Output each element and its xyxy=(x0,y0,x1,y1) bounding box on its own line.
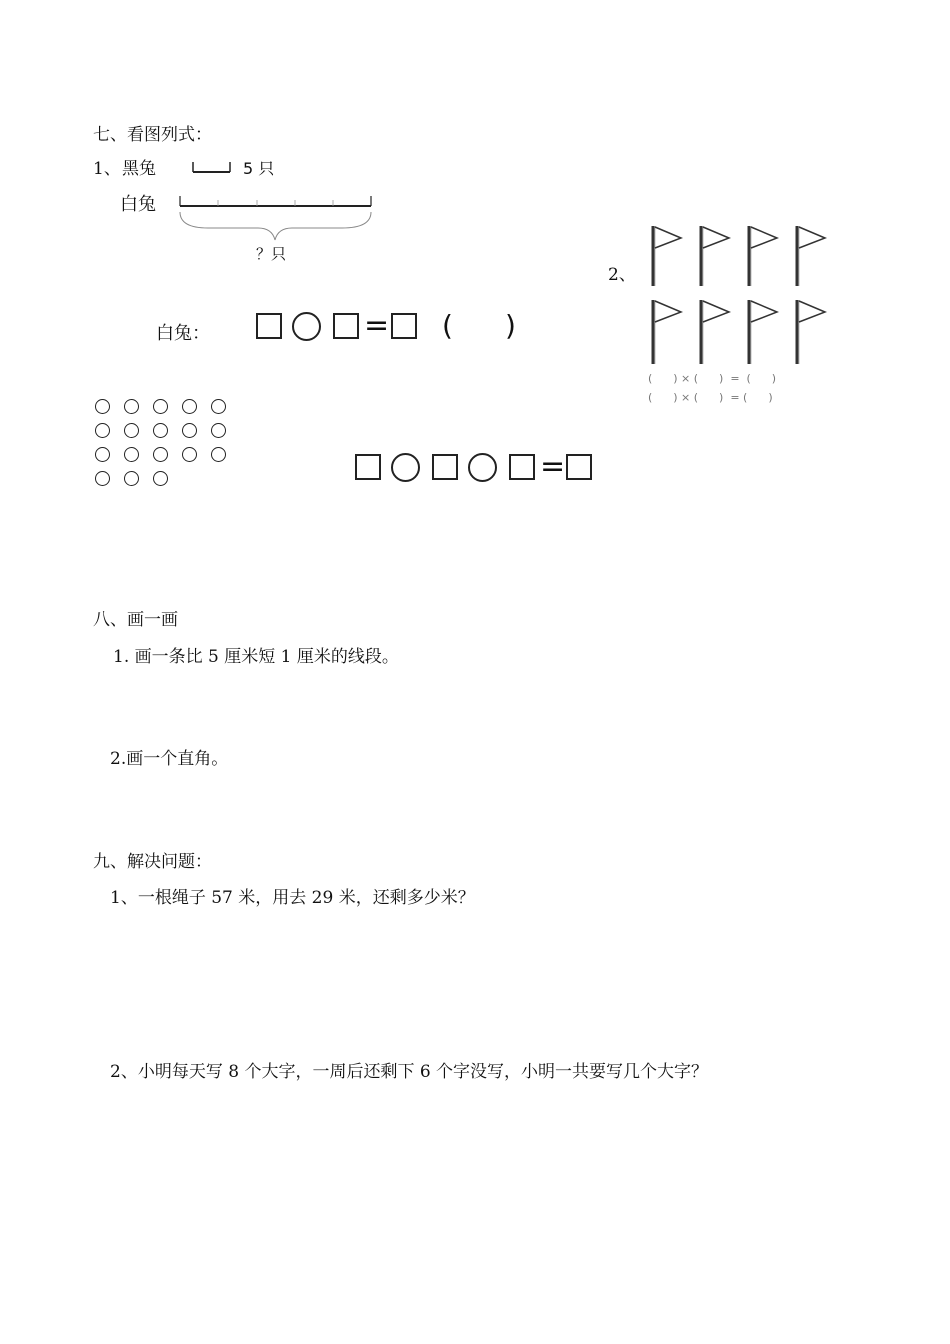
close-paren: ) xyxy=(505,309,516,342)
dot xyxy=(211,399,226,414)
black-rabbit-bar xyxy=(192,162,232,174)
dot xyxy=(182,423,197,438)
equals-sign: = xyxy=(364,308,390,343)
dot xyxy=(124,399,139,414)
dot xyxy=(124,423,139,438)
flag-icon xyxy=(749,226,777,286)
flag-icon xyxy=(653,300,681,364)
answer-box[interactable] xyxy=(256,313,282,339)
dot xyxy=(95,423,110,438)
dot xyxy=(124,447,139,462)
q2-number: 2、 xyxy=(608,265,636,285)
flag-icon xyxy=(797,226,825,286)
flag-icon xyxy=(701,300,729,364)
dot xyxy=(211,423,226,438)
dot xyxy=(182,399,197,414)
section-8-heading: 八、画一画 xyxy=(93,610,178,630)
section-9-heading: 九、解决问题： xyxy=(93,852,212,872)
dot xyxy=(153,399,168,414)
operator-circle[interactable] xyxy=(468,453,497,482)
dot xyxy=(182,447,197,462)
dot xyxy=(95,471,110,486)
equals-sign: = xyxy=(540,449,566,484)
answer-box[interactable] xyxy=(432,454,458,480)
open-paren: ( xyxy=(442,309,453,342)
flag-icon xyxy=(797,300,825,364)
flag-icon xyxy=(653,226,681,286)
black-rabbit-count: 5 只 xyxy=(243,159,275,178)
dot xyxy=(95,399,110,414)
white-rabbit-label: 白兔 xyxy=(120,194,156,215)
section-8-item-2: 2.画一个直角。 xyxy=(110,749,229,769)
dot xyxy=(153,471,168,486)
dot xyxy=(211,447,226,462)
operator-circle[interactable] xyxy=(391,453,420,482)
operator-circle[interactable] xyxy=(292,312,321,341)
total-question-label: ？只 xyxy=(256,245,287,263)
answer-box[interactable] xyxy=(333,313,359,339)
dot xyxy=(124,471,139,486)
section-9-item-1: 1、一根绳子 57 米，用去 29 米，还剩多少米？ xyxy=(110,888,475,908)
section-8-item-1: 1. 画一条比 5 厘米短 1 厘米的线段。 xyxy=(113,647,399,667)
answer-box[interactable] xyxy=(355,454,381,480)
flag-formula-2[interactable]: ( ) × ( ) = ( ) xyxy=(648,391,773,404)
total-brace xyxy=(180,212,371,240)
q1-number: 1、 xyxy=(93,159,121,179)
answer-box[interactable] xyxy=(566,454,592,480)
dot xyxy=(153,423,168,438)
black-rabbit-label: 黑兔 xyxy=(122,159,156,179)
dot xyxy=(153,447,168,462)
flag-icon xyxy=(749,300,777,364)
section-9-item-2: 2、小明每天写 8 个大字，一周后还剩下 6 个字没写，小明一共要写几个大字？ xyxy=(110,1062,709,1082)
section-7-heading: 七、看图列式： xyxy=(93,125,212,145)
white-rabbit-answer-label: 白兔： xyxy=(156,323,210,344)
flag-icon xyxy=(701,226,729,286)
flag-formula-1[interactable]: ( ) × ( ) = ( ) xyxy=(648,372,777,385)
answer-box[interactable] xyxy=(509,454,535,480)
answer-box[interactable] xyxy=(391,313,417,339)
dot xyxy=(95,447,110,462)
flags-group xyxy=(645,222,845,372)
